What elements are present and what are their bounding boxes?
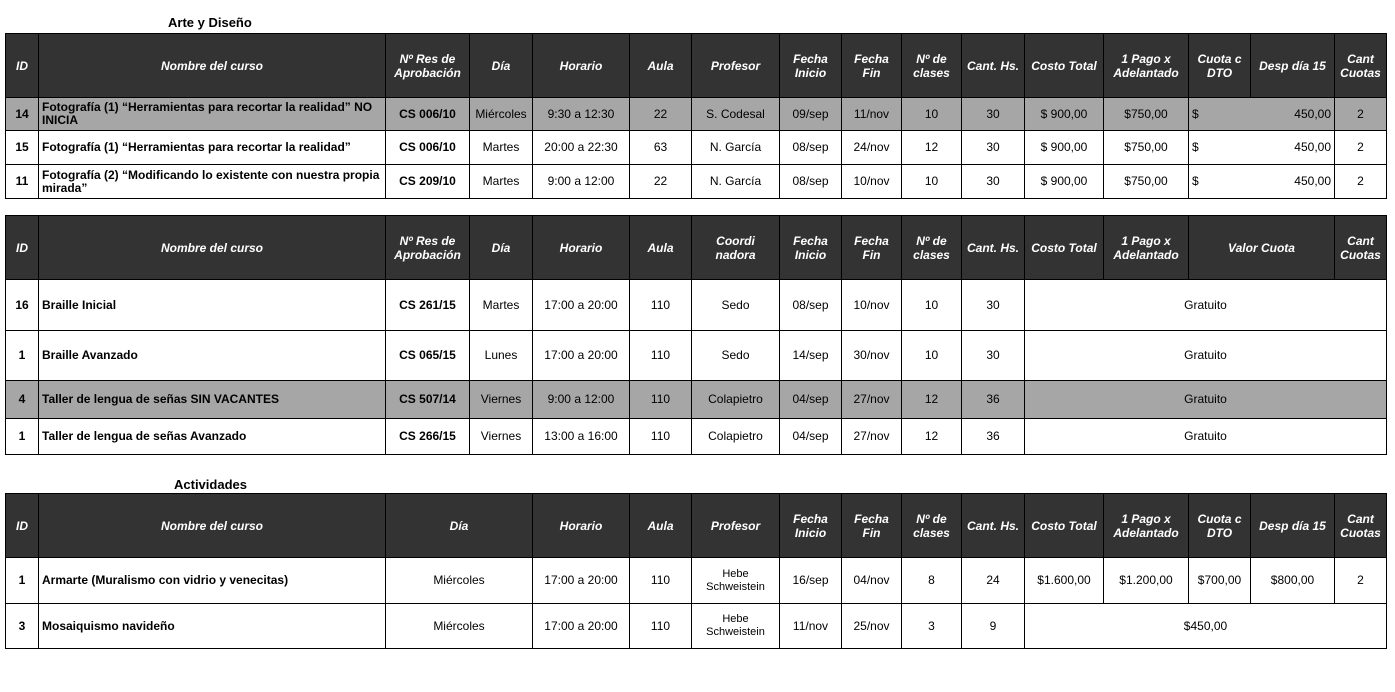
header-horas: Cant. Hs. — [962, 216, 1025, 280]
cell-nombre: Mosaiquismo navideño — [39, 604, 386, 649]
header-cuota-dto: Cuota c DTO — [1189, 494, 1251, 558]
cell-pago-adelantado: $1.200,00 — [1104, 558, 1189, 604]
cell-horas: 30 — [962, 331, 1025, 381]
cell-aula: 22 — [630, 165, 692, 199]
header-fecha-inicio: Fecha Inicio — [780, 216, 842, 280]
cell-dia: Miércoles — [470, 98, 533, 131]
courses-table-arte — [5, 33, 1387, 199]
cell-id: 11 — [6, 165, 39, 199]
cell-profesor: N. García — [692, 131, 780, 165]
cell-resolucion: CS 006/10 — [386, 131, 470, 165]
cell-cant-cuotas: 2 — [1335, 98, 1387, 131]
cell-fecha-fin: 27/nov — [842, 419, 902, 455]
table-row — [6, 604, 1387, 649]
cell-id: 1 — [6, 331, 39, 381]
cell-resolucion: CS 006/10 — [386, 98, 470, 131]
header-nombre: Nombre del curso — [39, 34, 386, 98]
header-horario: Horario — [533, 494, 630, 558]
cell-aula: 110 — [630, 331, 692, 381]
cell-horario: 9:00 a 12:00 — [533, 381, 630, 419]
table-row — [6, 419, 1387, 455]
header-resolucion: Nº Res de Aprobación — [386, 216, 470, 280]
cell-pago-adelantado: $750,00 — [1104, 131, 1189, 165]
currency-sign: $ — [1192, 106, 1199, 121]
header-nombre: Nombre del curso — [39, 494, 386, 558]
header-valor-cuota: Valor Cuota — [1189, 216, 1335, 280]
cell-horario: 20:00 a 22:30 — [533, 131, 630, 165]
header-fecha-inicio: Fecha Inicio — [780, 34, 842, 98]
header-clases: Nº de clases — [902, 216, 962, 280]
header-aula: Aula — [630, 34, 692, 98]
header-horario: Horario — [533, 34, 630, 98]
cell-nombre: Armarte (Muralismo con vidrio y venecitas) — [39, 558, 386, 604]
cell-dia: Miércoles — [386, 604, 533, 649]
header-clases: Nº de clases — [902, 494, 962, 558]
cell-horas: 30 — [962, 165, 1025, 199]
section-title-actividades: Actividades — [174, 477, 247, 492]
header-dia: Día — [470, 34, 533, 98]
cell-clases: 3 — [902, 604, 962, 649]
header-id: ID — [6, 34, 39, 98]
cell-precio: Gratuito — [1025, 331, 1387, 381]
cell-clases: 12 — [902, 381, 962, 419]
cell-fecha-inicio: 08/sep — [780, 131, 842, 165]
table-row — [6, 165, 1387, 199]
cell-fecha-fin: 25/nov — [842, 604, 902, 649]
table-row — [6, 558, 1387, 604]
courses-table-braille — [5, 215, 1387, 455]
cell-horario: 17:00 a 20:00 — [533, 331, 630, 381]
cell-nombre: Braille Inicial — [39, 280, 386, 331]
header-cant-cuotas: Cant Cuotas — [1335, 494, 1387, 558]
header-costo-total: Costo Total — [1025, 494, 1104, 558]
header-dia: Día — [386, 494, 533, 558]
cell-fecha-inicio: 14/sep — [780, 331, 842, 381]
cell-horas: 24 — [962, 558, 1025, 604]
cell-fecha-fin: 30/nov — [842, 331, 902, 381]
cell-fecha-fin: 27/nov — [842, 381, 902, 419]
cell-clases: 8 — [902, 558, 962, 604]
cell-fecha-inicio: 11/nov — [780, 604, 842, 649]
header-desp-dia-15: Desp día 15 — [1251, 34, 1335, 98]
header-coordinadora: Coordi nadora — [692, 216, 780, 280]
header-profesor: Profesor — [692, 494, 780, 558]
cell-cant-cuotas: 2 — [1335, 165, 1387, 199]
header-clases: Nº de clases — [902, 34, 962, 98]
cell-resolucion: CS 507/14 — [386, 381, 470, 419]
cell-aula: 22 — [630, 98, 692, 131]
table-row — [6, 98, 1387, 131]
cell-aula: 110 — [630, 280, 692, 331]
cell-fecha-inicio: 08/sep — [780, 165, 842, 199]
cell-aula: 63 — [630, 131, 692, 165]
cell-horas: 36 — [962, 419, 1025, 455]
cell-id: 14 — [6, 98, 39, 131]
cell-clases: 10 — [902, 165, 962, 199]
cell-coordinadora: Sedo — [692, 331, 780, 381]
table-row — [6, 331, 1387, 381]
cell-fecha-fin: 10/nov — [842, 165, 902, 199]
cell-profesor: N. García — [692, 165, 780, 199]
cell-costo-total: $ 900,00 — [1025, 131, 1104, 165]
cell-costo-total: $1.600,00 — [1025, 558, 1104, 604]
cell-horario: 17:00 a 20:00 — [533, 280, 630, 331]
header-cant-cuotas: Cant Cuotas — [1335, 34, 1387, 98]
cell-cuota-dto — [1189, 131, 1335, 165]
cell-horario: 17:00 a 20:00 — [533, 558, 630, 604]
cell-horas: 9 — [962, 604, 1025, 649]
header-fecha-fin: Fecha Fin — [842, 494, 902, 558]
header-resolucion: Nº Res de Aprobación — [386, 34, 470, 98]
cell-clases: 12 — [902, 419, 962, 455]
cell-precio: Gratuito — [1025, 381, 1387, 419]
cell-cuota-dto — [1189, 98, 1335, 131]
cell-horas: 30 — [962, 98, 1025, 131]
cell-id: 15 — [6, 131, 39, 165]
cell-precio: Gratuito — [1025, 280, 1387, 331]
cell-cant-cuotas: 2 — [1335, 558, 1387, 604]
table-row — [6, 280, 1387, 331]
cell-profesor: Hebe Schweistein — [692, 604, 780, 649]
cell-nombre: Fotografía (1) “Herramientas para recortar la realidad” NO INICIA — [39, 98, 386, 131]
cell-pago-adelantado: $750,00 — [1104, 165, 1189, 199]
cell-fecha-fin: 24/nov — [842, 131, 902, 165]
header-nombre: Nombre del curso — [39, 216, 386, 280]
header-costo-total: Costo Total — [1025, 216, 1104, 280]
header-horario: Horario — [533, 216, 630, 280]
cell-nombre: Braille Avanzado — [39, 331, 386, 381]
cell-horario: 9:00 a 12:00 — [533, 165, 630, 199]
header-profesor: Profesor — [692, 34, 780, 98]
cell-aula: 110 — [630, 604, 692, 649]
cell-dia: Viernes — [470, 381, 533, 419]
cell-fecha-fin: 11/nov — [842, 98, 902, 131]
cell-profesor: Hebe Schweistein — [692, 558, 780, 604]
currency-sign: $ — [1192, 140, 1199, 154]
cell-clases: 10 — [902, 280, 962, 331]
cell-coordinadora: Sedo — [692, 280, 780, 331]
header-fecha-fin: Fecha Fin — [842, 216, 902, 280]
cell-cuota-dto: $700,00 — [1189, 558, 1251, 604]
cell-resolucion: CS 261/15 — [386, 280, 470, 331]
cell-profesor: S. Codesal — [692, 98, 780, 131]
cell-precio: $450,00 — [1025, 604, 1387, 649]
cell-nombre: Fotografía (2) “Modificando lo existente con nuestra propia mirada” — [39, 165, 386, 199]
cell-desp-dia-15: $800,00 — [1251, 558, 1335, 604]
cell-dia: Martes — [470, 165, 533, 199]
cell-id: 1 — [6, 558, 39, 604]
header-costo-total: Costo Total — [1025, 34, 1104, 98]
header-aula: Aula — [630, 216, 692, 280]
cell-horas: 36 — [962, 381, 1025, 419]
cuota-value: 450,00 — [1294, 174, 1331, 188]
table-header-row — [6, 216, 1387, 280]
table-header-row — [6, 494, 1387, 558]
cell-horas: 30 — [962, 280, 1025, 331]
cell-cuota-dto — [1189, 165, 1335, 199]
cell-pago-adelantado: $750,00 — [1104, 98, 1189, 131]
header-id: ID — [6, 216, 39, 280]
cell-resolucion: CS 065/15 — [386, 331, 470, 381]
cell-dia: Viernes — [470, 419, 533, 455]
header-pago-adelantado: 1 Pago x Adelantado — [1104, 216, 1189, 280]
cell-fecha-inicio: 16/sep — [780, 558, 842, 604]
currency-sign: $ — [1192, 174, 1199, 188]
cell-nombre: Taller de lengua de señas Avanzado — [39, 419, 386, 455]
header-desp-dia-15: Desp día 15 — [1251, 494, 1335, 558]
cell-horario: 9:30 a 12:30 — [533, 98, 630, 131]
cell-id: 4 — [6, 381, 39, 419]
cell-dia: Lunes — [470, 331, 533, 381]
cell-aula: 110 — [630, 419, 692, 455]
table-row — [6, 131, 1387, 165]
cell-aula: 110 — [630, 381, 692, 419]
cell-nombre: Taller de lengua de señas SIN VACANTES — [39, 381, 386, 419]
header-fecha-inicio: Fecha Inicio — [780, 494, 842, 558]
table-header-row — [6, 34, 1387, 98]
cell-fecha-fin: 10/nov — [842, 280, 902, 331]
header-dia: Día — [470, 216, 533, 280]
cell-dia: Miércoles — [386, 558, 533, 604]
cell-id: 16 — [6, 280, 39, 331]
cell-horas: 30 — [962, 131, 1025, 165]
cell-costo-total: $ 900,00 — [1025, 165, 1104, 199]
cell-coordinadora: Colapietro — [692, 381, 780, 419]
cell-aula: 110 — [630, 558, 692, 604]
cell-fecha-inicio: 04/sep — [780, 419, 842, 455]
cell-dia: Martes — [470, 131, 533, 165]
cell-resolucion: CS 266/15 — [386, 419, 470, 455]
header-horas: Cant. Hs. — [962, 34, 1025, 98]
cell-dia: Martes — [470, 280, 533, 331]
cell-horario: 13:00 a 16:00 — [533, 419, 630, 455]
cell-costo-total: $ 900,00 — [1025, 98, 1104, 131]
cell-nombre: Fotografía (1) “Herramientas para recortar la realidad” — [39, 131, 386, 165]
header-fecha-fin: Fecha Fin — [842, 34, 902, 98]
cell-clases: 10 — [902, 98, 962, 131]
cell-clases: 12 — [902, 131, 962, 165]
section-title-arte: Arte y Diseño — [168, 15, 252, 30]
cell-horario: 17:00 a 20:00 — [533, 604, 630, 649]
header-aula: Aula — [630, 494, 692, 558]
courses-table-actividades — [5, 493, 1387, 649]
cell-fecha-inicio: 09/sep — [780, 98, 842, 131]
cell-fecha-inicio: 08/sep — [780, 280, 842, 331]
cuota-value: 450,00 — [1294, 140, 1331, 154]
header-id: ID — [6, 494, 39, 558]
header-cuota-dto: Cuota c DTO — [1189, 34, 1251, 98]
cell-precio: Gratuito — [1025, 419, 1387, 455]
table-row — [6, 381, 1387, 419]
cell-id: 1 — [6, 419, 39, 455]
cell-fecha-inicio: 04/sep — [780, 381, 842, 419]
cell-cant-cuotas: 2 — [1335, 131, 1387, 165]
header-horas: Cant. Hs. — [962, 494, 1025, 558]
header-pago-adelantado: 1 Pago x Adelantado — [1104, 34, 1189, 98]
header-pago-adelantado: 1 Pago x Adelantado — [1104, 494, 1189, 558]
cuota-value: 450,00 — [1294, 106, 1331, 121]
cell-id: 3 — [6, 604, 39, 649]
cell-coordinadora: Colapietro — [692, 419, 780, 455]
header-cant-cuotas: Cant Cuotas — [1335, 216, 1387, 280]
cell-resolucion: CS 209/10 — [386, 165, 470, 199]
cell-fecha-fin: 04/nov — [842, 558, 902, 604]
cell-clases: 10 — [902, 331, 962, 381]
